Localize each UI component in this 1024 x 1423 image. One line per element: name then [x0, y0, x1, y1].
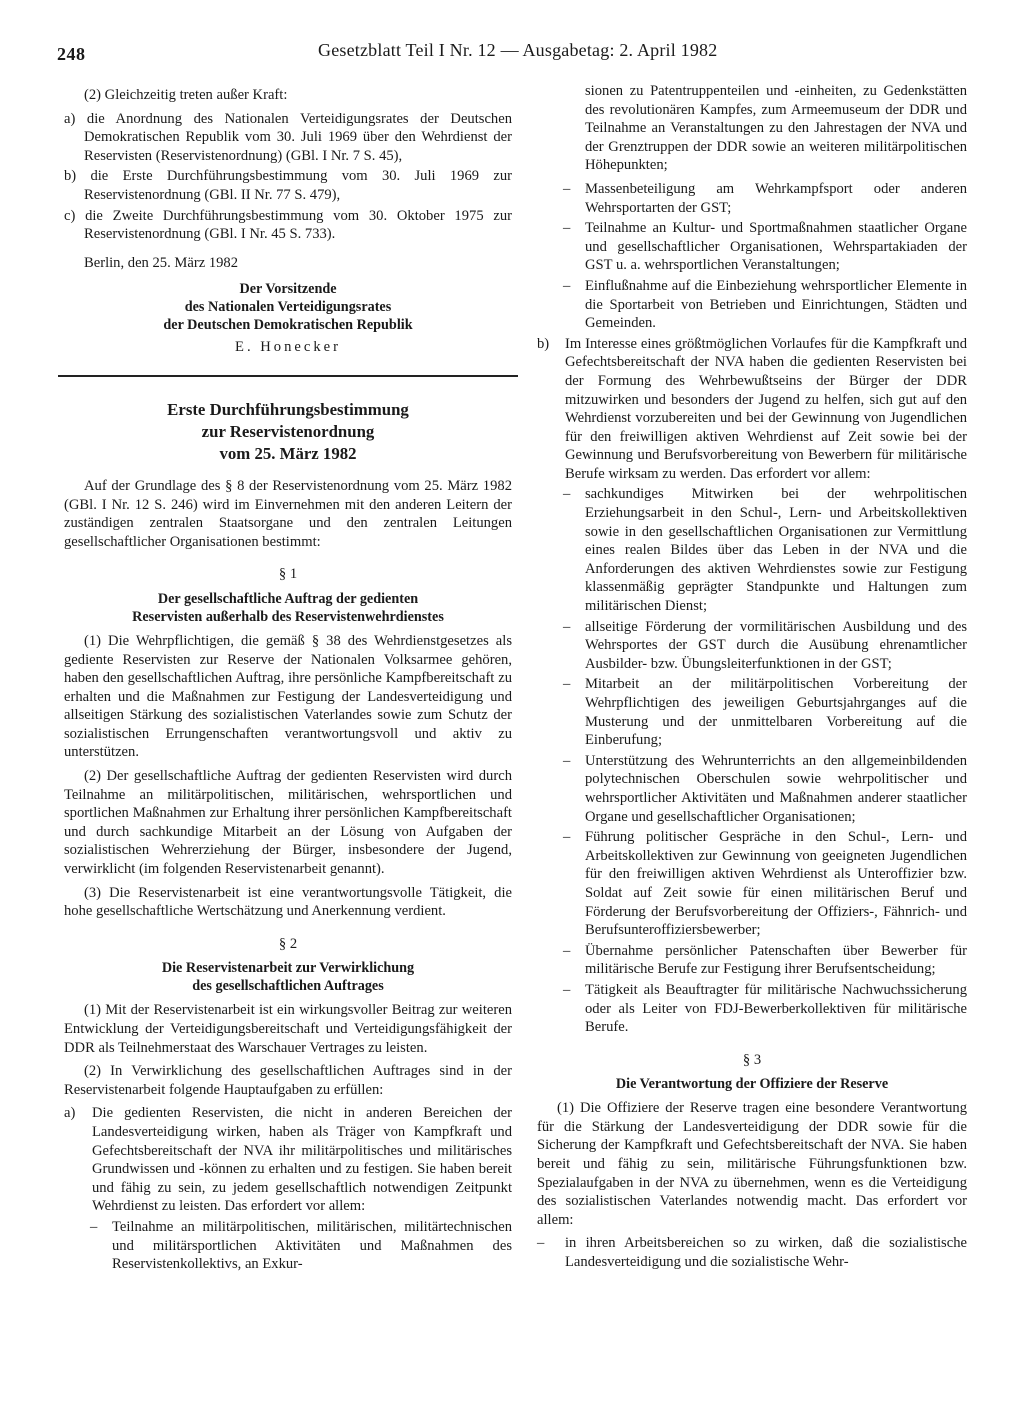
dash-marker: –	[563, 752, 571, 769]
section-1-para-1: (1) Die Wehrpflichtigen, die gemäß § 38 des Wehrdienstgesetzes als gediente Reservisten zur Reserve der Nationalen Volksarmee gehören, haben den gesellschaftlichen Auftrag, ihre persönliche Kampfbereitschaft zu erhalten und die Maßnahmen zur Festigung der Landesverteidigung und allseitigen Stärkung des sozialistischen Vaterlandes sowie zum Schutz der sozialistischen Errungenschaften verantwortungsvoll und aktiv zu unterstützen.	[64, 632, 512, 761]
dash-marker: –	[563, 981, 571, 998]
item-b-dash	[537, 752, 967, 826]
dash-text: Einflußnahme auf die Einbeziehung wehrsportlicher Elemente in die Sportarbeit von Betrieben und Einrichtungen, Städten und Gemeinden.	[585, 277, 967, 332]
running-head: Gesetzblatt Teil I Nr. 12 — Ausgabetag: 2. April 1982	[318, 40, 718, 60]
item-a-dash	[537, 180, 967, 217]
section-2-item-a	[64, 1104, 512, 1216]
dash-text: allseitige Förderung der vormilitärischen Ausbildung und des Wehrsportes der GST durch die Ausübung ehrenamtlicher Ausbilder- bzw. Übungsleiterfunktionen in der GST;	[585, 618, 967, 672]
item-marker: a)	[64, 1105, 76, 1122]
section-3-title: Die Verantwortung der Offiziere der Reserve	[615, 1076, 889, 1093]
dash-text: sachkundiges Mitwirken bei der wehrpolitischen Erziehungsarbeit in den Schul-, Lern- und Arbeitskollektiven sowie in den gesellschaftlichen Organisationen zur Vermittlung eines realen Bildes über das Leben in der NVA und die Anforderungen des aktiven Wehrdienstes sowie zur Festigung klassenmäßig geprägter Standpunkte und Haltungen zum militärischen Dienst;	[585, 486, 967, 615]
section-1-para-2: (2) Der gesellschaftliche Auftrag der gedienten Reservisten wird durch Teilnahme an militärpolitischen, militärischen, wehrsportlichen und sportlichen Maßnahmen zur Erhaltung ihrer persönlichen Kampfbereitschaft und durch sachkundige Mitarbeit an der Lösung von Aufgaben der sozialistischen Wehrerziehung der Bürger, insbesondere der Jugend, verwirklicht (im folgenden Reservistenarbeit genannt).	[64, 768, 512, 878]
continuation-text: sionen zu Patentruppenteilen und -einheiten, zu Gedenkstätten des revolutionären Kampfes, zum Armeemuseum der DDR und Teilnahme an Veranstaltungen zu den Jahrestagen der NVA und der Grenztruppen der DDR sowie an weiteren militärpolitischen Höhepunkten;	[585, 83, 967, 174]
repeal-item-b: b) die Erste Durchführungsbestimmung vom 30. Juli 1969 zur Reservistenordnung (GBl. II Nr. 77 S. 479),	[64, 168, 512, 203]
section-1-title	[64, 590, 512, 626]
document-title-line: zur Reservistenordnung	[201, 421, 375, 441]
dash-text: Massenbeteiligung am Wehrkampfsport oder anderen Wehrsportarten der GST;	[585, 180, 967, 216]
item-b-dash	[537, 828, 967, 940]
dash-marker: –	[90, 1218, 98, 1235]
signatory-line: Der Vorsitzende	[239, 281, 337, 298]
repeal-item-c: c) die Zweite Durchführungsbestimmung vom 30. Oktober 1975 zur Reservistenordnung (GBl. I Nr. 45 S. 733).	[64, 207, 512, 243]
signatory-line: des Nationalen Verteidigungsrates	[184, 299, 392, 316]
dash-marker: –	[537, 1235, 545, 1252]
item-b-dash	[537, 942, 967, 979]
section-2-para-1: (1) Mit der Reservistenarbeit ist ein wirkungsvoller Beitrag zur weiteren Entwicklung der Verteidigungsbereitschaft und Verteidigungsfähigkeit der DDR als Teilnehmerstaat des Warschauer Vertrages zu leisten.	[64, 1002, 512, 1056]
section-title-line: Reservisten außerhalb des Reservistenwehrdienstes	[132, 608, 444, 625]
dash-marker: –	[563, 180, 571, 197]
item-a-dash	[537, 219, 967, 275]
section-2-para-2: (2) In Verwirklichung des gesellschaftlichen Auftrages sind in der Reservistenarbeit folgende Hauptaufgaben zu erfüllen:	[64, 1063, 512, 1098]
dash-marker: –	[563, 942, 571, 959]
dash-text: Tätigkeit als Beauftragter für militärische Nachwuchssicherung oder als Leiter von FDJ-Bewerberkollektiven für militärische Berufe.	[585, 981, 967, 1036]
document-title	[64, 399, 512, 465]
section-title-line: Die Reservistenarbeit zur Verwirklichung	[161, 960, 415, 977]
section-2-item-a-dash	[64, 1218, 512, 1274]
item-b-dash	[537, 981, 967, 1037]
dash-text: in ihren Arbeitsbereichen so zu wirken, daß die sozialistische Landesverteidigung und die sozialistische Wehr-	[565, 1235, 967, 1271]
dash-text: Übernahme persönlicher Patenschaften über Bewerber für militärische Berufe zur Festigung ihrer Berufsentscheidung;	[585, 942, 967, 978]
right-column	[537, 82, 967, 1274]
repeal-intro: (2) Gleichzeitig treten außer Kraft:	[84, 87, 288, 103]
section-title-line: des gesellschaftlichen Auftrages	[192, 978, 384, 995]
signatory-title	[64, 280, 512, 334]
item-a-dash	[537, 277, 967, 333]
item-b-dash	[537, 618, 967, 674]
section-2-mark: § 2	[278, 935, 298, 952]
item-b-dash	[537, 485, 967, 615]
section-3-dash	[537, 1234, 967, 1271]
document-title-line: Erste Durchführungsbestimmung	[167, 399, 409, 419]
section-title-line: Der gesellschaftliche Auftrag der gedienten	[157, 590, 419, 607]
section-1-para-3: (3) Die Reservistenarbeit ist eine verantwortungsvolle Tätigkeit, die hohe gesellschaftliche Wertschätzung und Anerkennung verdient.	[64, 884, 512, 920]
item-text: Im Interesse eines größtmöglichen Vorlaufes für die Kampfkraft und Gefechtsbereitschaft der NVA haben die gedienten Reservisten bei der Formung des Wehrbewußtseins der Bürger der DDR mitzuwirken und besonders der Jugend zu helfen, sich gut auf den Wehrdienst vorzubereiten und bei der Gewinnung von Jugendlichen für den freiwilligen aktiven Wehrdienst auf Zeit sowie bei der Gewinnung und Berufsvorbereitung von Bewerbern für militärische Berufe wirksam zu werden. Das erfordert vor allem:	[565, 335, 967, 482]
document-title-line: vom 25. März 1982	[219, 443, 357, 463]
dash-marker: –	[563, 220, 571, 237]
left-column	[64, 86, 512, 1276]
section-3-mark: § 3	[742, 1051, 762, 1068]
dash-marker: –	[563, 277, 571, 294]
dash-marker: –	[563, 829, 571, 846]
preamble: Auf der Grundlage des § 8 der Reservistenordnung vom 25. März 1982 (GBl. I Nr. 12 S. 246) wird im Einvernehmen mit den anderen Leitern der zuständigen zentralen Staatsorgane und den zentralen Leitungen gesellschaftlicher Organisationen bestimmt:	[64, 477, 512, 550]
dash-marker: –	[563, 486, 571, 503]
dash-text: Mitarbeit an der militärpolitischen Vorbereitung der Wehrpflichtigen des jeweiligen Geburtsjahrganges auf die Musterung und der unmittelbaren Vorbereitung auf die Einberufung;	[585, 676, 967, 749]
dash-text: Teilnahme an militärpolitischen, militärischen, militärtechnischen und militärsportlichen Aktivitäten und Maßnahmen des Reservistenkollektivs, an Exkur-	[112, 1218, 512, 1273]
dash-text: Führung politischer Gespräche in den Schul-, Lern- und Arbeitskollektiven zur Gewinnung von geeigneten Jugendlichen für den freiwilligen aktiven Wehrdienst als Unteroffizier bzw. Soldat auf Zeit sowie für einen militärischen Beruf und Förderung der Berufsvorbereitung der Offiziers-, Fähnrich- und Berufsunteroffiziersbewerber;	[585, 829, 967, 939]
dash-marker: –	[563, 676, 571, 693]
section-3-para-1: (1) Die Offiziere der Reserve tragen eine besondere Verantwortung für die Stärkung der Landesverteidigung der DDR sowie für die Sicherung der Kampfkraft und Gefechtsbereitschaft der NVA. Sie haben bereit und fähig zu sein, militärische Führungsfunktionen bzw. Spezialaufgaben in der NVA zu übernehmen, wenn es die Verteidigung des sozialistischen Vaterlandes notwendig macht. Das erfordert vor allem:	[537, 1100, 967, 1228]
dash-text: Unterstützung des Wehrunterrichts an den allgemeinbildenden polytechnischen Oberschulen sowie wehrpolitischer und wehrsportlicher Aktivitäten und Maßnahmen anderer staatlicher Organe und gesellschaftlicher Organisationen;	[585, 752, 967, 825]
signatory-line: der Deutschen Demokratischen Republik	[163, 317, 413, 334]
dash-text: Teilnahme an Kultur- und Sportmaßnahmen staatlicher Organe und gesellschaftlicher Organisationen, Wehrspartakiaden der GST u. a. wehrsportlichen Veranstaltungen;	[585, 220, 967, 274]
place-date: Berlin, den 25. März 1982	[84, 254, 239, 271]
dash-marker: –	[563, 618, 571, 635]
item-marker: b)	[537, 335, 550, 352]
item-text: Die gedienten Reservisten, die nicht in anderen Bereichen der Landesverteidigung wirken, haben als Träger von Kampfkraft und Gefechtsbereitschaft der NVA ihr militärpolitisches und militärisches Grundwissen und -können zu erhalten und zu festigen. Sie haben bereit und fähig zu sein, zu jedem gesellschaftlich notwendigen Zeitpunkt Wehrdienst zu leisten. Das erfordert vor allem:	[92, 1105, 512, 1215]
repeal-item-a: a) die Anordnung des Nationalen Verteidigungsrates der Deutschen Demokratischen Republik vom 30. Juli 1969 über den Wehrdienst der Reservisten (Reservistenordnung) (GBl. I Nr. 7 S. 45),	[64, 110, 512, 164]
section-1-mark: § 1	[278, 566, 298, 583]
section-2-title	[64, 959, 512, 995]
section-2-item-b	[537, 335, 967, 484]
section-divider	[58, 375, 518, 377]
signatory-name: E. Honecker	[235, 339, 341, 356]
item-b-dash	[537, 675, 967, 749]
page-number: 248	[57, 44, 86, 64]
